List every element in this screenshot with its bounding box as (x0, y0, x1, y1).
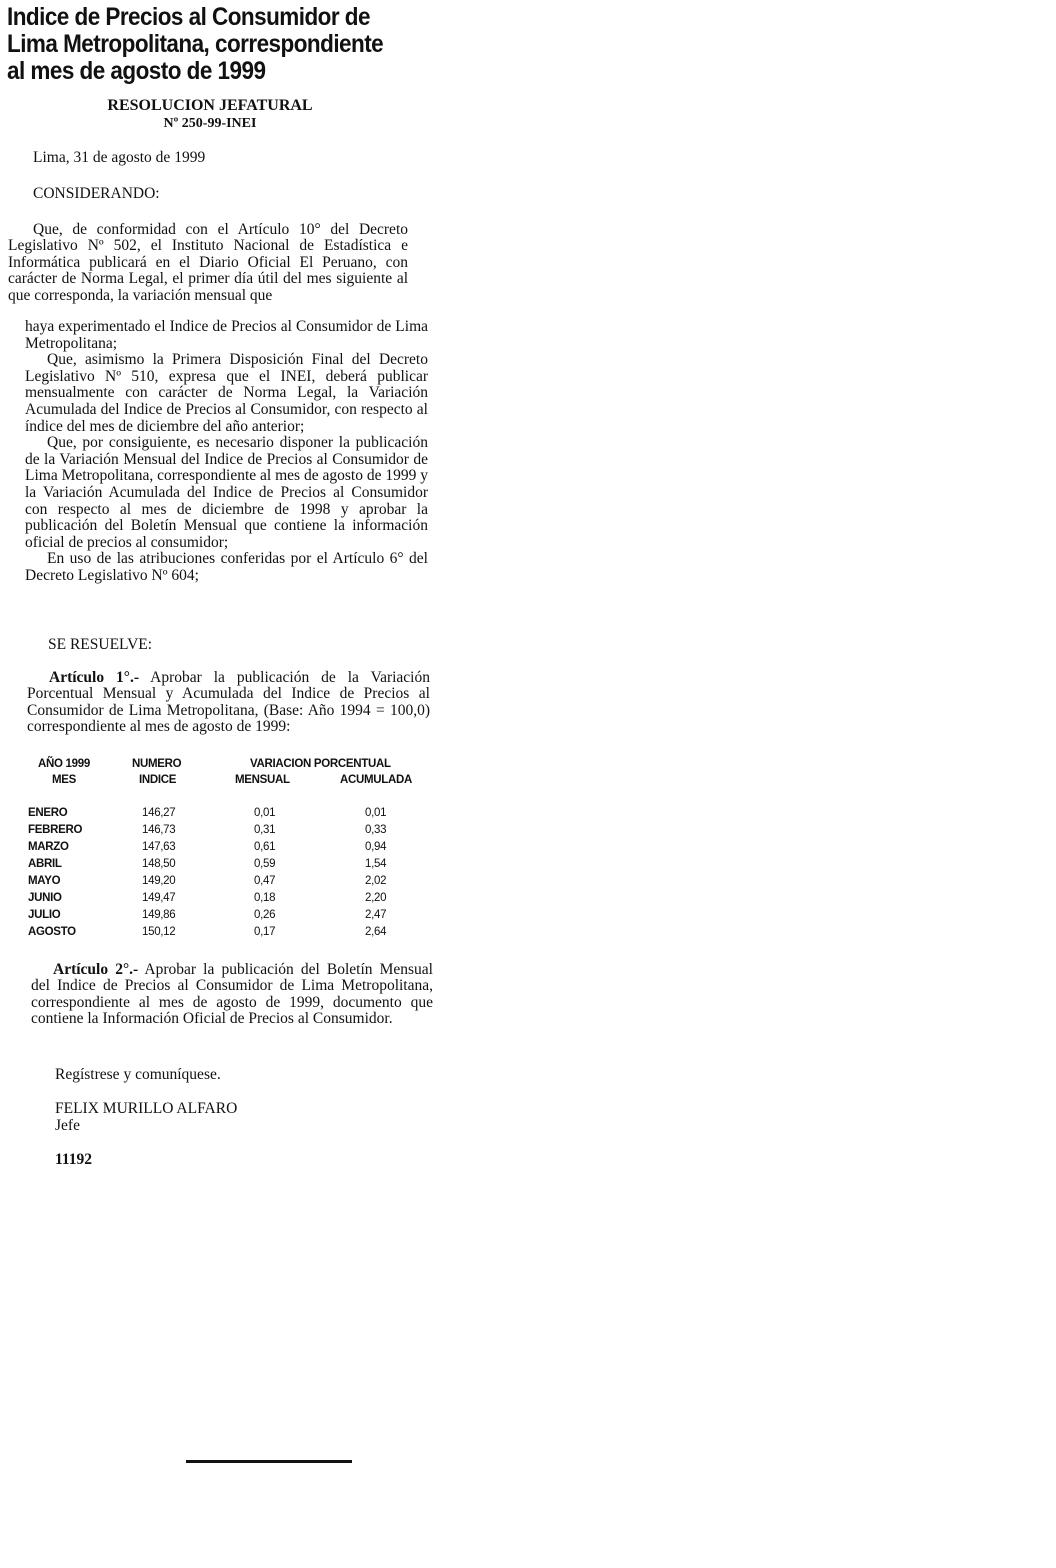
header-year: AÑO 1999 (38, 758, 90, 770)
cell-mensual: 0,47 (254, 875, 276, 887)
separator-rule (186, 1460, 352, 1463)
paragraph-3: Que, asimismo la Primera Disposición Final del Decreto Legislativo Nº 510, expresa que el INEI, deberá publicar mensualmente con carácter de Norma Legal, la Variación Acumulada del Indice de Precios al Consumidor, con respecto al índice del mes de diciembre del año anterior; (25, 351, 428, 435)
cell-acumulada: 0,01 (365, 807, 387, 819)
considerando-heading: CONSIDERANDO: (33, 185, 160, 202)
cell-acumulada: 2,20 (365, 892, 387, 904)
cell-mensual: 0,61 (254, 841, 276, 853)
cell-mes: ABRIL (28, 858, 62, 870)
cell-acumulada: 2,47 (365, 909, 387, 921)
signatory-role: Jefe (55, 1117, 80, 1134)
cell-indice: 147,63 (142, 841, 176, 853)
page-title: Indice de Precios al Consumidor de Lima Metropolitana, correspondiente al mes de agosto de 1999 (7, 3, 384, 85)
cell-indice: 150,12 (142, 926, 176, 938)
header-mensual: MENSUAL (235, 774, 290, 786)
cell-mensual: 0,26 (254, 909, 276, 921)
se-resuelve-heading: SE RESUELVE: (48, 636, 153, 653)
cell-mensual: 0,17 (254, 926, 276, 938)
paragraph-4: Que, por consiguiente, es necesario disponer la publicación de la Variación Mensual del Indice de Precios al Consumidor de Lima Metropolitana, correspondiente al mes de agosto de 1999 y la Variación Acumulada del Indice de Precios al Consumidor con respecto al mes de diciembre de 1998 y aprobar la publicación del Boletín Mensual que contiene la información oficial de precios al consumidor; (25, 434, 428, 551)
article-2-label: Artículo 2°.- (53, 961, 139, 978)
considerations-block (25, 319, 428, 585)
article-1-text: Aprobar la publicación de la Variación Porcentual Mensual y Acumulada del Indice de Precios al Consumidor de Lima Metropolitana, (Base: Año 1994 = 100,0) correspondiente al mes de agosto de 1999: (27, 669, 430, 736)
cell-mes: AGOSTO (28, 926, 76, 938)
header-indice: INDICE (139, 774, 177, 786)
article-2 (31, 962, 433, 1028)
cell-acumulada: 0,94 (365, 841, 387, 853)
table-row (28, 839, 428, 856)
cell-indice: 148,50 (142, 858, 176, 870)
table-row (28, 890, 428, 907)
cell-indice: 149,20 (142, 875, 176, 887)
header-variacion: VARIACION PORCENTUAL (250, 758, 391, 770)
table-row (28, 924, 428, 941)
date-line: Lima, 31 de agosto de 1999 (33, 149, 206, 166)
cell-acumulada: 1,54 (365, 858, 387, 870)
closing-line: Regístrese y comuníquese. (55, 1066, 221, 1083)
cell-mes: ENERO (28, 807, 68, 819)
article-2-text: Aprobar la publicación del Boletín Mensual del Indice de Precios al Consumidor de Lima Metropolitana, correspondiente al mes de agosto de 1999, documento que contiene la Información Oficial de Precios al Consumidor. (31, 961, 433, 1028)
cell-mensual: 0,01 (254, 807, 276, 819)
cell-mes: MARZO (28, 841, 69, 853)
cell-indice: 149,47 (142, 892, 176, 904)
header-mes: MES (52, 774, 77, 786)
cell-mes: MAYO (28, 875, 61, 887)
article-1-label: Artículo 1°.- (49, 669, 140, 686)
table-row (28, 907, 428, 924)
table-row (28, 805, 428, 822)
cell-indice: 146,27 (142, 807, 176, 819)
resolution-type: RESOLUCION JEFATURAL (107, 97, 313, 114)
cell-mensual: 0,18 (254, 892, 276, 904)
table-row (28, 873, 428, 890)
cell-indice: 149,86 (142, 909, 176, 921)
header-acumulada: ACUMULADA (340, 774, 413, 786)
cell-mes: JUNIO (28, 892, 62, 904)
resolution-number: Nº 250-99-INEI (163, 116, 257, 131)
paragraph-1: Que, de conformidad con el Artículo 10° del Decreto Legislativo Nº 502, el Instituto Nacional de Estadística e Informática publicará en el Diario Oficial El Peruano, con carácter de Norma Legal, el primer día útil del mes siguiente al que corresponda, la variación mensual que (8, 221, 408, 304)
cell-mensual: 0,31 (254, 824, 276, 836)
table-row (28, 856, 428, 873)
cell-acumulada: 2,02 (365, 875, 387, 887)
article-1 (27, 670, 430, 736)
paragraph-2: haya experimentado el Indice de Precios al Consumidor de Lima Metropolitana; (25, 318, 428, 352)
cell-mensual: 0,59 (254, 858, 276, 870)
header-numero: NUMERO (132, 758, 182, 770)
cell-acumulada: 2,64 (365, 926, 387, 938)
cell-acumulada: 0,33 (365, 824, 387, 836)
paragraph-5: En uso de las atribuciones conferidas por el Artículo 6° del Decreto Legislativo Nº 604; (25, 550, 428, 584)
signatory-name: FELIX MURILLO ALFARO (55, 1100, 238, 1117)
document-number: 11192 (55, 1151, 93, 1168)
cell-mes: FEBRERO (28, 824, 83, 836)
cell-mes: JULIO (28, 909, 61, 921)
table-row (28, 822, 428, 839)
cell-indice: 146,73 (142, 824, 176, 836)
resolution-header (0, 97, 420, 133)
